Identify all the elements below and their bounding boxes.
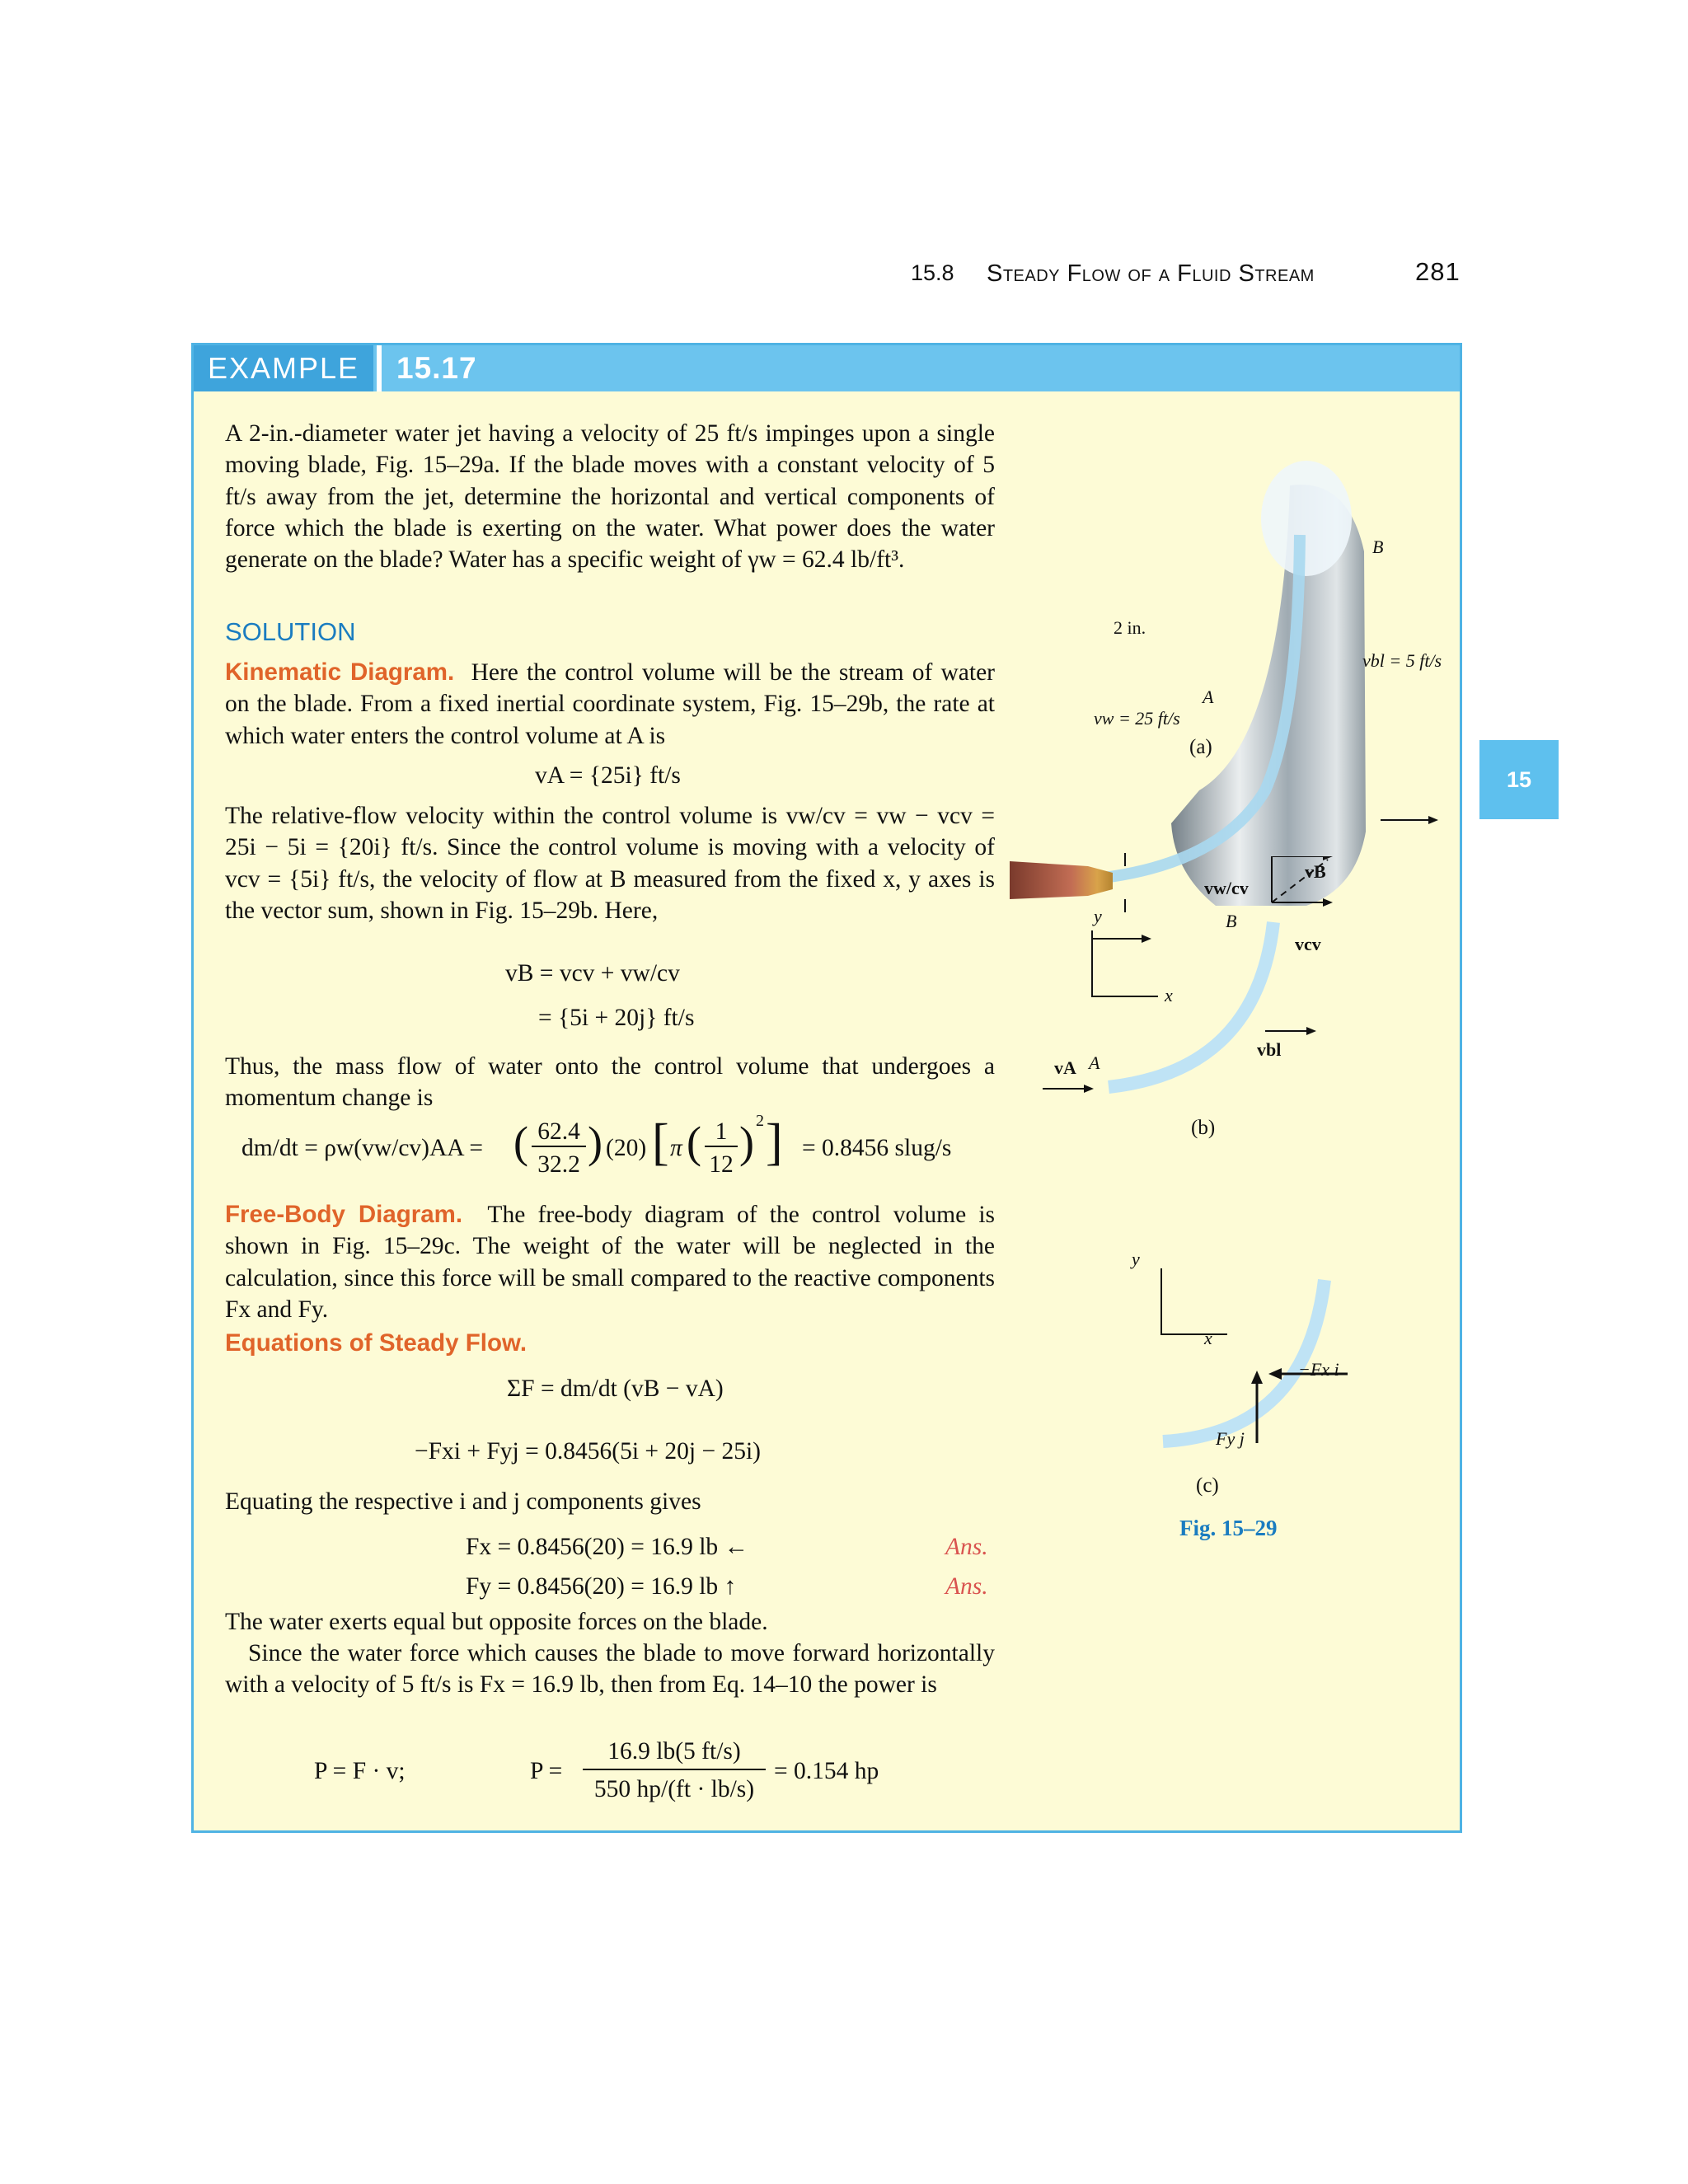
- answer-Fx: Fx = 0.8456(20) = 16.9 lb ←: [466, 1534, 749, 1560]
- label-vwcv: vw/cv: [1204, 878, 1249, 898]
- mass-result: = 0.8456 slug/s: [802, 1135, 952, 1161]
- example-header: [194, 345, 1460, 391]
- label-2in: 2 in.: [1114, 617, 1146, 638]
- label-b-x: x: [1165, 985, 1173, 1005]
- chapter-tab: 15: [1479, 740, 1559, 819]
- relative-flow-paragraph: [225, 800, 995, 926]
- fbd-heading: Free-Body Diagram.: [225, 1201, 463, 1228]
- example-label: EXAMPLE: [194, 345, 373, 391]
- equation-mass-flow: [241, 1112, 983, 1191]
- example-number: 15.17: [396, 351, 477, 385]
- inner-den: 12: [709, 1151, 734, 1178]
- pi-symbol: π: [670, 1135, 682, 1161]
- power-result: = 0.154 hp: [774, 1758, 879, 1784]
- problem-statement: [225, 418, 995, 575]
- power-text: Since the water force which causes the blade to move forward horizontally with a velocity of 5 ft/s is Fx = 16.9 lb, then from Eq. 14–10 the power is: [225, 1640, 995, 1699]
- label-vA: vA: [1054, 1057, 1076, 1078]
- equation-components: −Fxi + Fyj = 0.8456(5i + 20j − 25i): [415, 1438, 762, 1465]
- power-den: 550 hp/(ft · lb/s): [593, 1776, 755, 1802]
- equation-vA: vA = {25i} ft/s: [535, 762, 681, 789]
- mass-flow-text: Thus, the mass flow of water onto the control volume that undergoes a momentum change is: [225, 1053, 995, 1112]
- mass-mid: (20): [606, 1135, 647, 1161]
- equation-vB-1: vB = vcv + vw/cv: [505, 960, 680, 987]
- label-vcv: vcv: [1295, 934, 1321, 954]
- label-Fy: Fy j: [1216, 1428, 1245, 1449]
- power-p: P =: [530, 1758, 563, 1784]
- running-header: [911, 257, 1471, 290]
- left-bracket: [: [652, 1114, 669, 1170]
- exponent: 2: [756, 1112, 764, 1130]
- caption-c: (c): [1196, 1474, 1219, 1497]
- kinematic-heading: Kinematic Diagram.: [225, 658, 455, 686]
- kinematic-paragraph: [225, 657, 995, 752]
- section-number: 15.8: [911, 260, 954, 285]
- label-vB: vB: [1305, 861, 1326, 882]
- page-number: 281: [1415, 257, 1461, 286]
- equating-paragraph: [225, 1486, 995, 1517]
- equal-forces-text: The water exerts equal but opposite forces on the blade.: [225, 1609, 768, 1635]
- answer-label-2: Ans.: [945, 1573, 988, 1600]
- frac-den: 32.2: [537, 1151, 580, 1178]
- answer-Fy: Fy = 0.8456(20) = 16.9 lb ↑: [466, 1573, 737, 1600]
- problem-text: A 2-in.-diameter water jet having a velocity of 25 ft/s impinges upon a single moving blade, Fig. 15–29a. If the blade moves with a constant velocity of 5 ft/s away from the jet, determine the horizontal and vertical components of force which the blade is exerting on the water. What power does the water generate on the blade? Water has a specific weight of γw = 62.4 lb/ft³.: [225, 420, 995, 574]
- label-vw: vw = 25 ft/s: [1094, 708, 1180, 729]
- figure-c-graphic: [1100, 1252, 1397, 1516]
- answer-label-1: Ans.: [945, 1534, 988, 1560]
- label-vbl: vbl = 5 ft/s: [1362, 650, 1442, 671]
- equal-forces-paragraph: [225, 1606, 995, 1638]
- power-paragraph: [225, 1638, 995, 1701]
- section-title: Steady Flow of a Fluid Stream: [987, 260, 1315, 287]
- caption-a: (a): [1189, 736, 1212, 758]
- solution-heading: SOLUTION: [225, 617, 356, 646]
- caption-b: (b): [1191, 1117, 1216, 1139]
- inner-num: 1: [705, 1118, 738, 1147]
- frac-num: 62.4: [532, 1118, 586, 1147]
- inner-right-paren: ): [739, 1118, 754, 1167]
- inner-left-paren: (: [687, 1118, 701, 1167]
- label-c-x: x: [1204, 1328, 1212, 1348]
- steady-flow-heading: Equations of Steady Flow.: [225, 1329, 528, 1357]
- label-b-vbl: vbl: [1257, 1039, 1282, 1060]
- mass-flow-paragraph: [225, 1051, 995, 1114]
- fbd-paragraph: [225, 1199, 995, 1325]
- figure-caption: Fig. 15–29: [1179, 1516, 1278, 1540]
- label-b-y: y: [1094, 906, 1102, 926]
- label-a-B: B: [1372, 537, 1384, 557]
- label-c-y: y: [1132, 1249, 1140, 1269]
- mass-flow-lhs: dm/dt = ρw(vw/cv)AA =: [241, 1135, 483, 1161]
- left-paren: (: [513, 1118, 528, 1167]
- water-arc: [1109, 922, 1273, 1087]
- label-b-A: A: [1089, 1052, 1100, 1073]
- equation-vB-2: = {5i + 20j} ft/s: [538, 1005, 695, 1031]
- label-Fx: −Fx i: [1298, 1359, 1339, 1380]
- kinematic-text: Here the control volume will be the stream of water on the blade. From a fixed inertial coordinate system, Fig. 15–29b, the rate at which water enters the control volume at A is: [225, 659, 995, 749]
- equation-sum-force: ΣF = dm/dt (vB − vA): [507, 1376, 724, 1402]
- fbd-text: The free-body diagram of the control volume is shown in Fig. 15–29c. The weight of the water will be neglected in the calculation, since this force will be small compared to the reactive components Fx and Fy.: [225, 1202, 996, 1323]
- label-b-B: B: [1226, 911, 1237, 931]
- header-divider: [377, 345, 382, 391]
- relative-flow-text: The relative-flow velocity within the control volume is vw/cv = vw − vcv = 25i − 5i = {20i} ft/s. Since the control volume is moving with a velocity of vcv = {5i} ft/s, the velocity of flow at B measured from the fixed x, y axes is the vector sum, shown in Fig. 15–29b. Here,: [225, 803, 995, 924]
- power-lhs: P = F · v;: [314, 1758, 406, 1784]
- right-paren: ): [588, 1118, 603, 1167]
- right-bracket: ]: [766, 1114, 783, 1170]
- example-box: [191, 343, 1462, 1833]
- equating-text: Equating the respective i and j components gives: [225, 1488, 701, 1515]
- power-num: 16.9 lb(5 ft/s): [583, 1738, 766, 1770]
- label-a-A: A: [1203, 687, 1214, 707]
- spray: [1261, 461, 1352, 576]
- equation-power: [314, 1738, 990, 1812]
